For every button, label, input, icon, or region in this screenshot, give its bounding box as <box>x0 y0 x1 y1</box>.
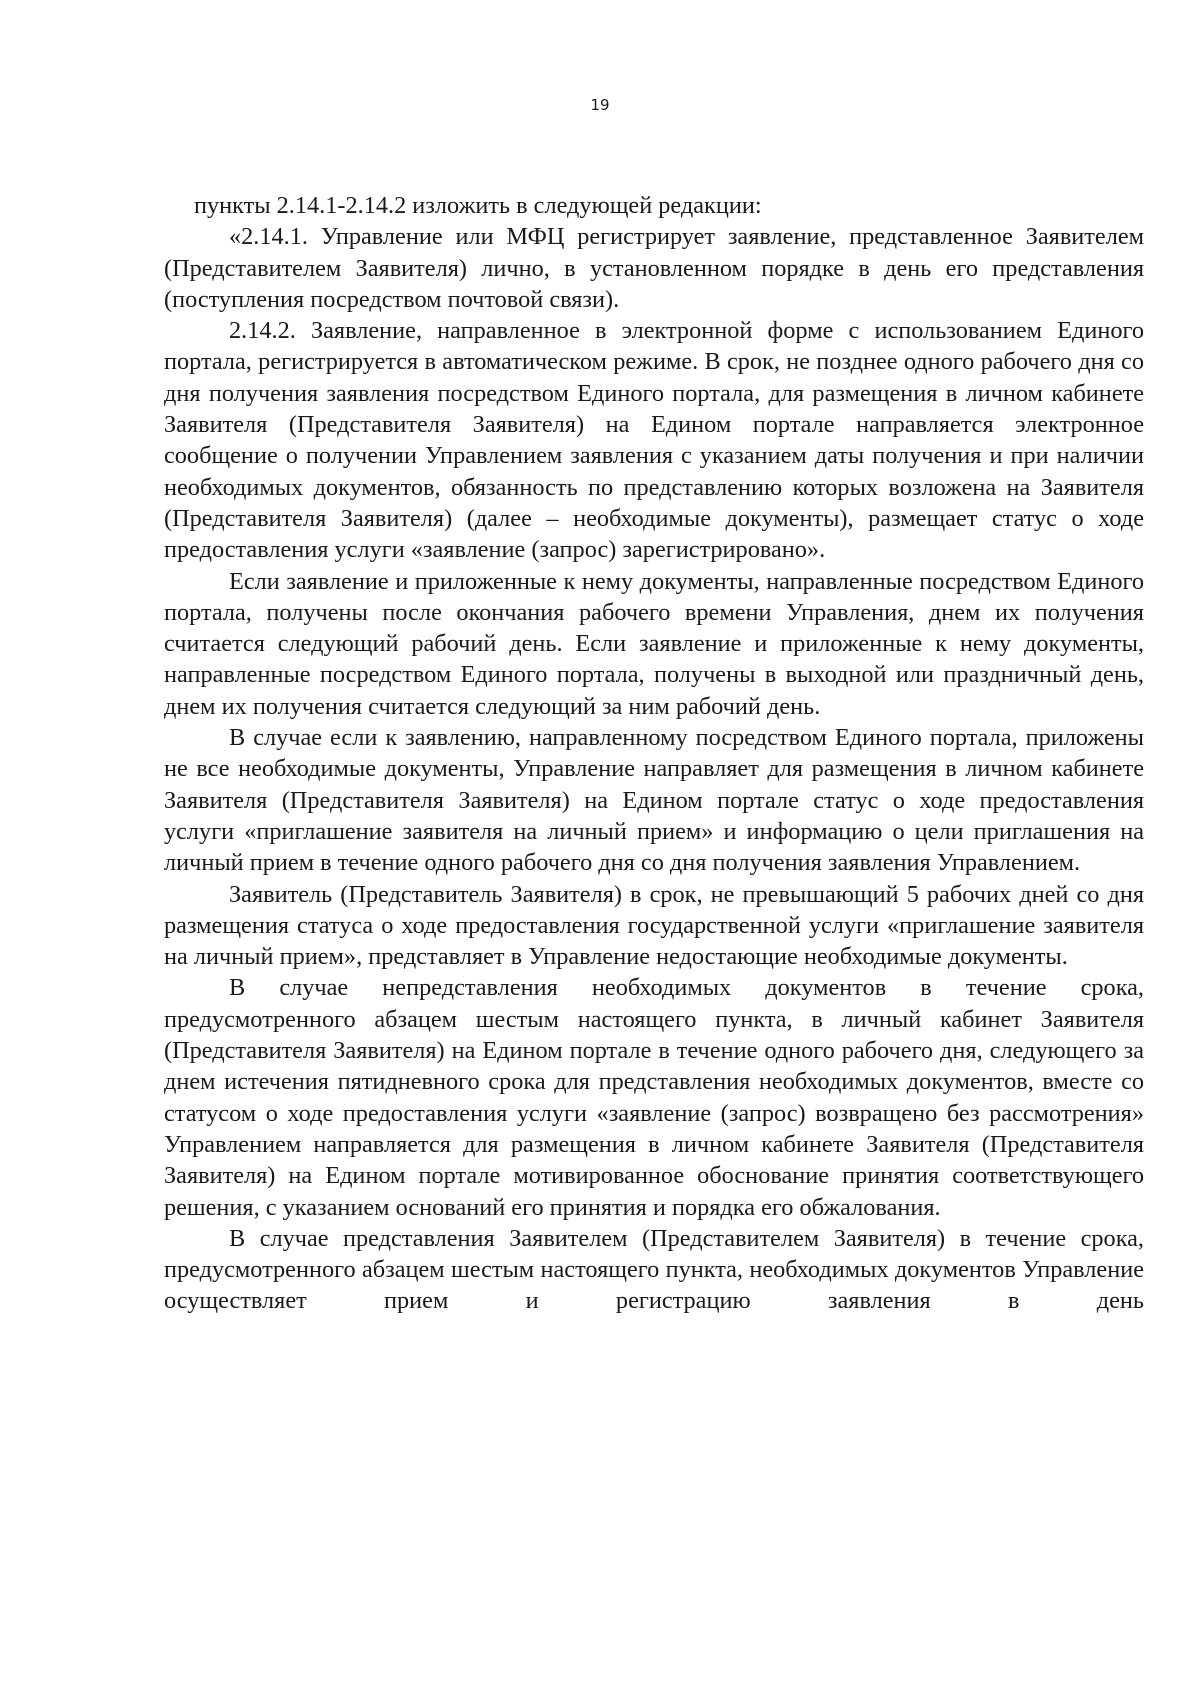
paragraph-2-14-2: 2.14.2. Заявление, направленное в электронной форме с использованием Единого портала, регистрируется в автоматическом режиме. В срок, не позднее одного рабочего дня со дня получения заявления посредством Единого портала, для размещения в личном кабинете Заявителя (Представителя Заявителя) на Едином портале направляется электронное сообщение о получении Управлением заявления с указанием даты получения и при наличии необходимых документов, обязанность по представлению которых возложена на Заявителя (Представителя Заявителя) (далее – необходимые документы), размещает статус о ходе предоставления услуги «заявление (запрос) зарегистрировано». <box>164 317 1144 564</box>
paragraph-submission: В случае представления Заявителем (Представителем Заявителя) в течение срока, предусмотренного абзацем шестым настоящего пункта, необходимых документов Управление осуществляет прием и регистрацию заявления в день <box>164 1224 1144 1315</box>
paragraph-non-submission: В случае непредставления необходимых документов в течение срока, предусмотренного абзацем шестым настоящего пункта, в личный кабинет Заявителя (Представителя Заявителя) на Едином портале в течение одного рабочего дня, следующего за днем истечения пятидневного срока для представления необходимых документов, вместе со статусом о ходе предоставления услуги «заявление (запрос) возвращено без рассмотрения» Управлением направляется для размещения в личном кабинете Заявителя (Представителя Заявителя) на Едином портале мотивированное обоснование принятия соответствующего решения, с указанием оснований его принятия и порядка его обжалования. <box>164 974 1144 1221</box>
paragraph-applicant-deadline: Заявитель (Представитель Заявителя) в срок, не превышающий 5 рабочих дней со дня размещения статуса о ходе предоставления государственной услуги «приглашение заявителя на личный прием», представляет в Управление недостающие необходимые документы. <box>164 880 1144 971</box>
paragraph-incomplete-documents: В случае если к заявлению, направленному посредством Единого портала, приложены не все необходимые документы, Управление направляет для размещения в личном кабинете Заявителя (Представителя Заявителя) на Едином портале статус о ходе предоставления услуги «приглашение заявителя на личный прием» и информацию о цели приглашения на личный прием в течение одного рабочего дня со дня получения заявления Управлением. <box>164 724 1144 877</box>
paragraph-intro: пункты 2.14.1-2.14.2 изложить в следующей редакции: <box>194 192 762 219</box>
paragraph-after-hours: Если заявление и приложенные к нему документы, направленные посредством Единого портала, получены после окончания рабочего времени Управления, днем их получения считается следующий рабочий день. Если заявление и приложенные к нему документы, направленные посредством Единого портала, получены в выходной или праздничный день, днем их получения считается следующий за ним рабочий день. <box>164 567 1144 720</box>
paragraph-2-14-1: «2.14.1. Управление или МФЦ регистрирует заявление, представленное Заявителем (Представителем Заявителя) лично, в установленном порядке в день его представления (поступления посредством почтовой связи). <box>164 223 1144 313</box>
page-number: 19 <box>590 96 610 114</box>
document-body <box>164 190 1144 1317</box>
